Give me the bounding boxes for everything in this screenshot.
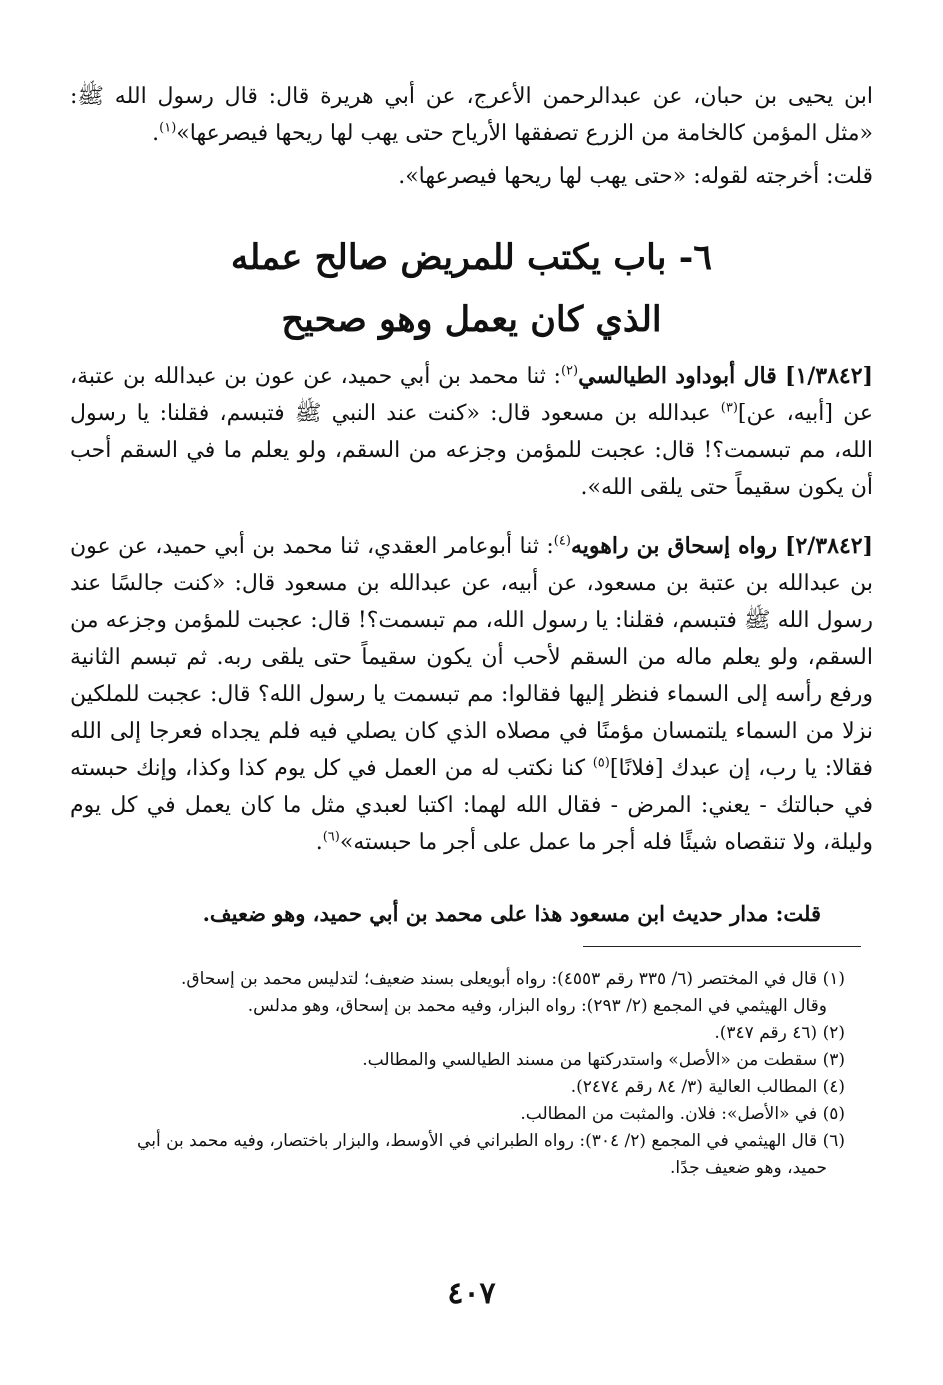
hadith-1-text-a: : ثنا محمد بن أبي حميد، عن عون بن عبدالله بن عتبة، عن [أبيه، عن]	[70, 364, 873, 426]
intro-text: ابن يحيى بن حبان، عن عبدالرحمن الأعرج، عن أبي هريرة قال: قال رسول الله ﷺ: «مثل المؤمن كالخامة من الزرع تصفقها الأرياح حتى يهب لها ريحها فيصرعها»	[70, 84, 873, 146]
footnote-ref: (٤)	[553, 533, 571, 549]
hadith-2	[70, 528, 873, 861]
hadith-1	[70, 358, 873, 506]
footnote-ref: (٥)	[592, 755, 610, 771]
author-note-text: قلت: مدار حديث ابن مسعود هذا على محمد بن أبي حميد، وهو ضعيف.	[202, 901, 821, 926]
footnote-4: (٤) المطالب العالية (٣/ ٨٤ رقم ٢٤٧٤).	[570, 1077, 845, 1097]
footnote-1: (١) قال في المختصر (٦/ ٣٣٥ رقم ٤٥٥٣): رواه أبويعلى بسند ضعيف؛ لتدليس محمد بن إسحاق.	[180, 969, 845, 989]
hadith-2-text-c: .	[315, 830, 323, 855]
footnotes	[80, 966, 845, 1182]
hadith-2-label: [٢/٣٨٤٢] رواه إسحاق بن راهويه	[570, 533, 873, 559]
intro-paragraph	[70, 78, 873, 152]
intro-note: قلت: أخرجته لقوله: «حتى يهب لها ريحها فيصرعها».	[398, 164, 873, 189]
hadith-1-label: [١/٣٨٤٢] قال أبوداود الطيالسي	[578, 363, 873, 389]
footnote-1-cont: وقال الهيثمي في المجمع (٢/ ٢٩٣): رواه البزار، وفيه محمد بن إسحاق، وهو مدلس.	[247, 996, 827, 1016]
author-note	[70, 895, 821, 932]
footnote-3: (٣) سقطت من «الأصل» واستدركتها من مسند الطيالسي والمطالب.	[362, 1050, 845, 1070]
footnote-ref: (٦)	[322, 829, 340, 845]
intro-text-end: .	[152, 121, 160, 146]
hadith-2-text-a: : ثنا أبوعامر العقدي، ثنا محمد بن أبي حميد، عن عون بن عبدالله بن عتبة بن مسعود، عن أبيه، عن عبدالله بن مسعود قال: «كنت جالسًا عند رسول الله ﷺ فتبسم، فقلنا: يا رسول الله، مم تبسمت؟! قال: عجبت للمؤمن وجزعه من السقم، ولو يعلم ماله من السقم لأحب أن يكون سقيماً حتى يلقى ربه. ثم تبسم الثانية ورفع رأسه إلى السماء فنظر إليها فقالوا: مم تبسمت يا رسول الله؟ قال: عجبت للملكين نزلا من السماء يلتمسان مؤمنًا في مصلاه الذي كان يصلي فيه فلم يجداه فعرجا إلى الله فقالا: يا رب، إن عبدك [فلانًا]	[70, 534, 874, 781]
hadith-1-paragraph	[70, 358, 873, 506]
footnote-ref: (١)	[159, 120, 177, 136]
footnote-6: (٦) قال الهيثمي في المجمع (٢/ ٣٠٤): رواه الطبراني في الأوسط، والبزار باختصار، وفيه محمد بن أبي	[137, 1131, 845, 1151]
page-number: ٤٠٧	[447, 1276, 496, 1311]
intro-section	[70, 78, 873, 195]
chapter-title-line1: ٦- باب يكتب للمريض صالح عمله	[230, 237, 713, 278]
chapter-title-line2: الذي كان يعمل وهو صحيح	[281, 299, 662, 340]
footnote-separator	[583, 946, 861, 947]
hadith-1-text-b: عبدالله بن مسعود قال: «كنت عند النبي ﷺ فتبسم، فقلنا: يا رسول الله، مم تبسمت؟! قال: عجبت للمؤمن وجزعه من السقم، ولو يعلم ما في السقم أحب أن يكون سقيماً حتى يلقى الله».	[70, 401, 873, 500]
footnote-2: (٢) (٤٦ رقم ٣٤٧).	[714, 1023, 845, 1043]
hadith-2-paragraph	[70, 528, 873, 861]
footnote-6-cont: حميد، وهو ضعيف جدًا.	[670, 1158, 827, 1178]
footnote-ref: (٢)	[560, 363, 579, 379]
hadith-2-text-b: كنا نكتب له من العمل في كل يوم كذا وكذا، وإنك حبسته في حبالتك - يعني: المرض - فقال الله لهما: اكتبا لعبدي مثل ما كان يعمل في كل يوم وليلة، ولا تنقصاه شيئًا فله أجر ما عمل على أجر ما حبسته»	[70, 756, 873, 855]
footnote-ref: (٣)	[720, 400, 738, 416]
footnote-5: (٥) في «الأصل»: فلان. والمثبت من المطالب.	[520, 1104, 845, 1124]
